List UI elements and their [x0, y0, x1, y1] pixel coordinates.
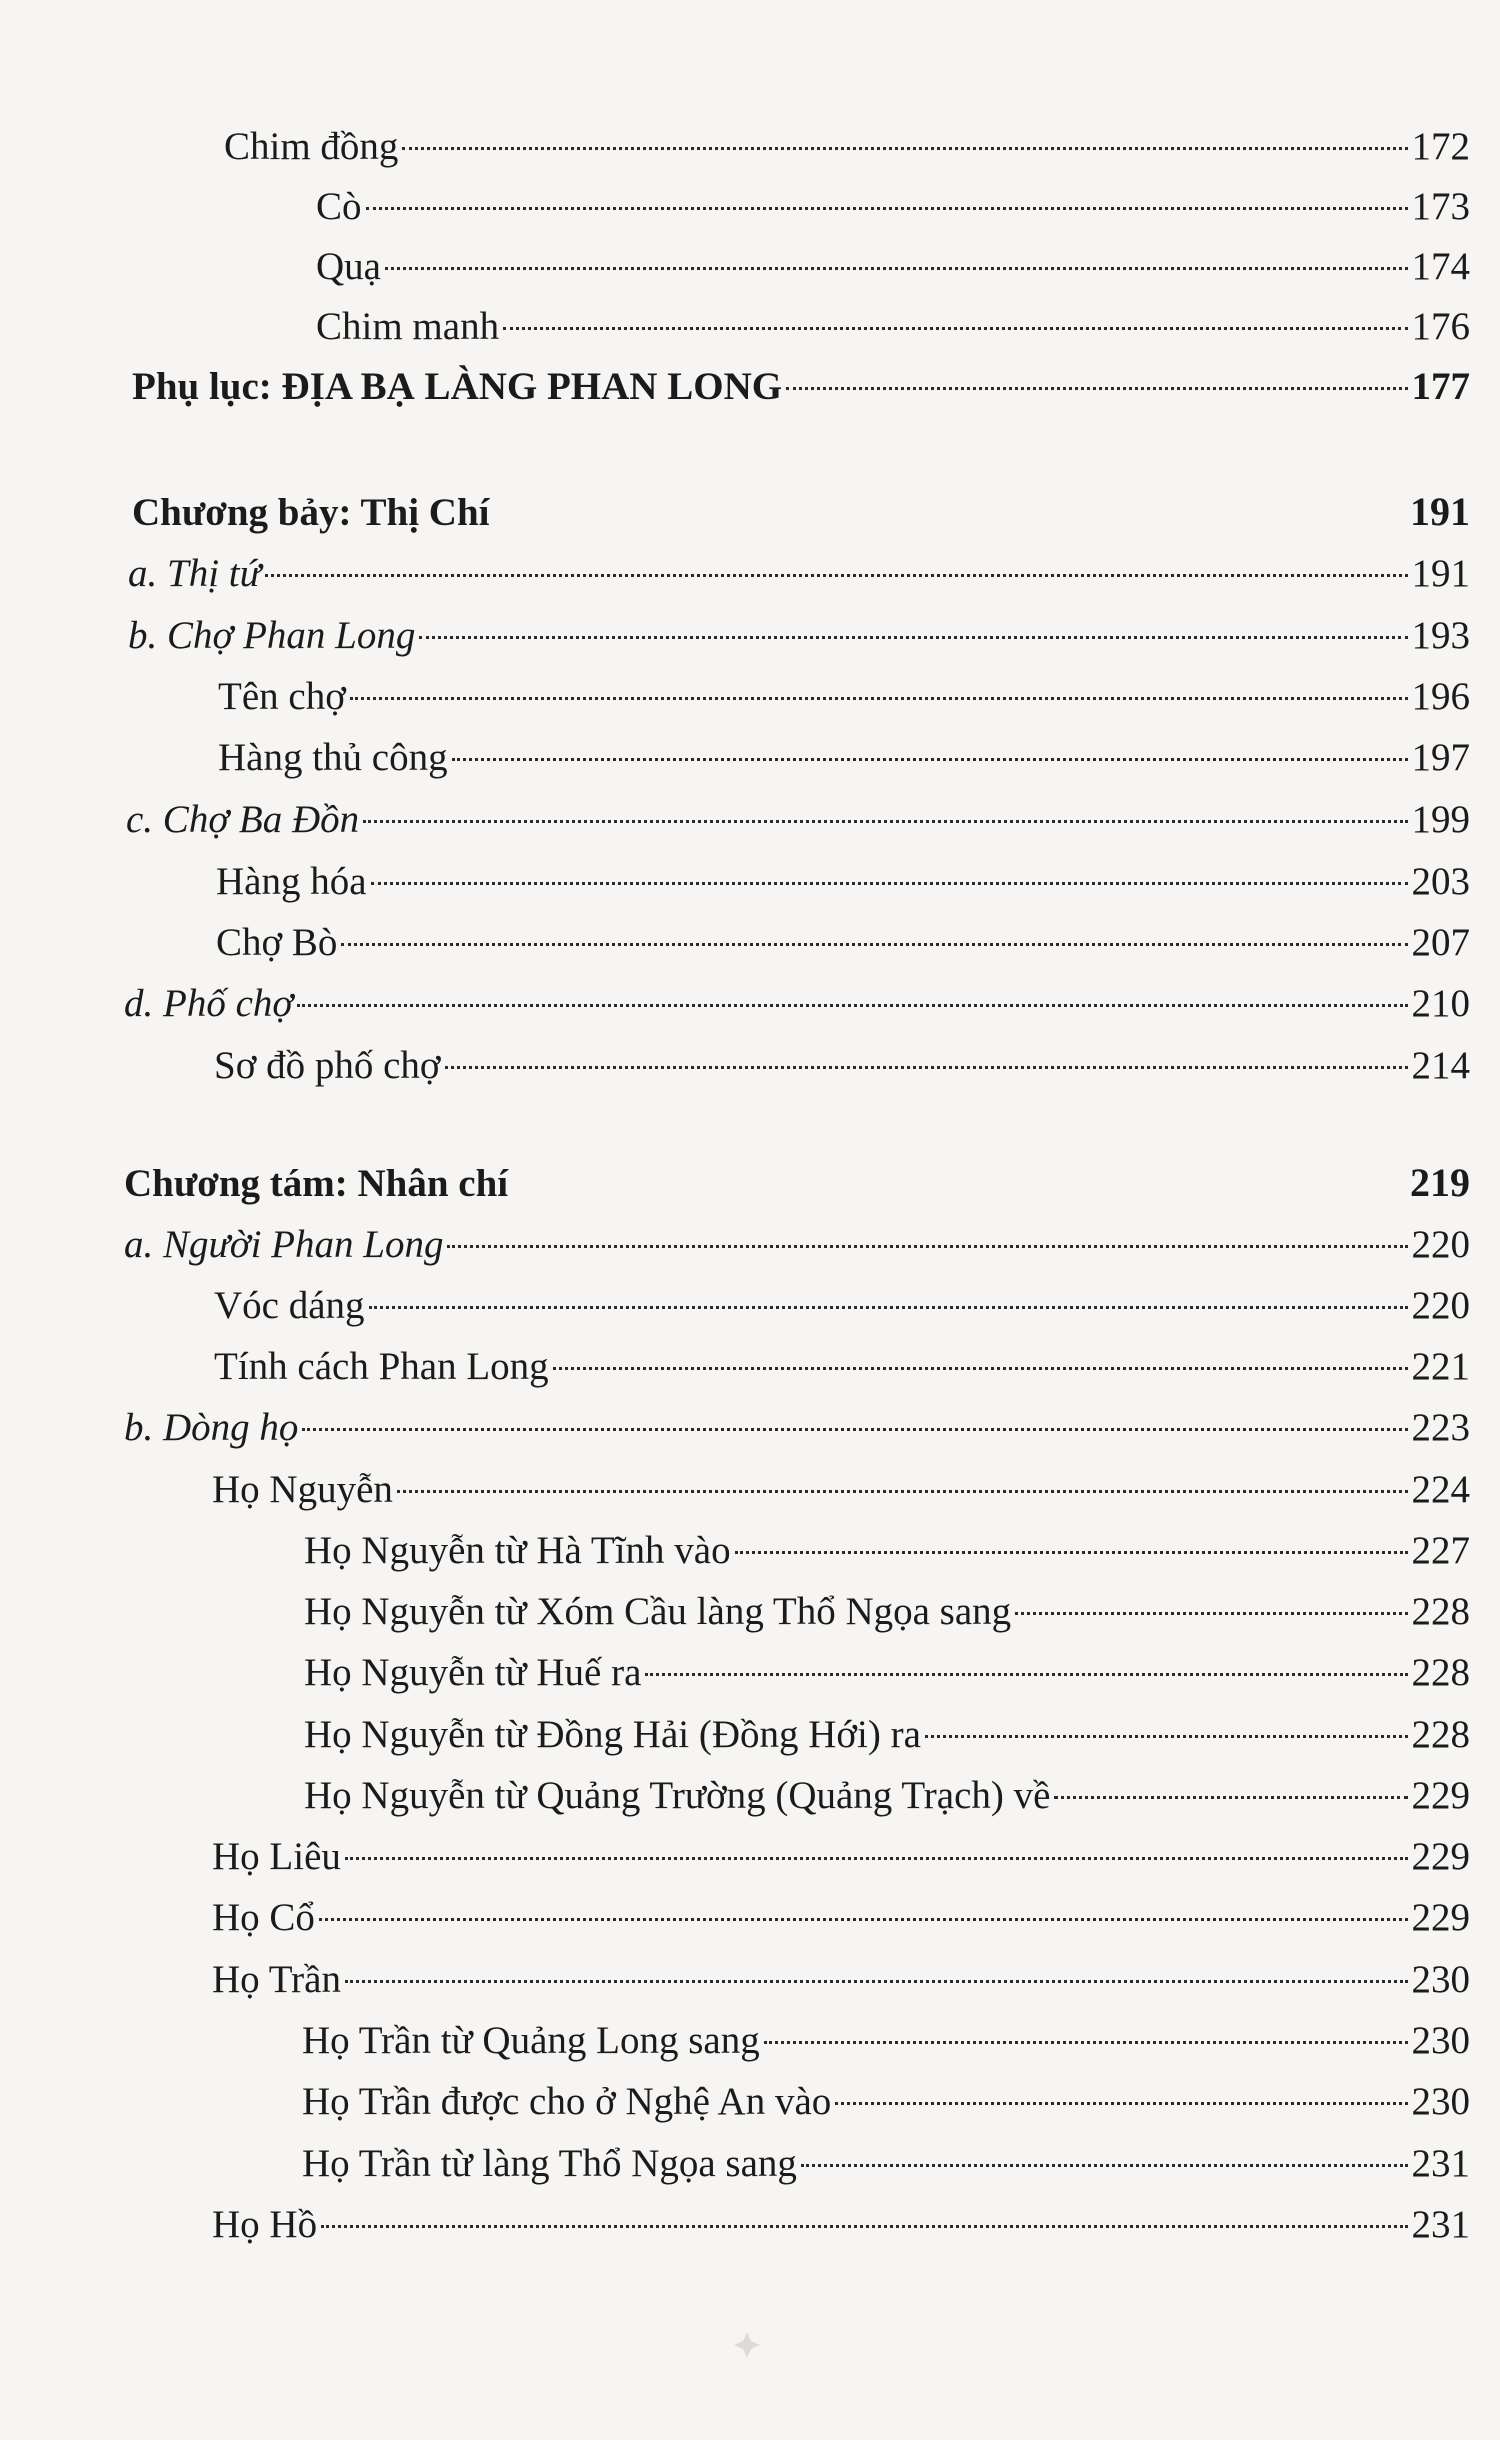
dot-leader	[363, 820, 1407, 823]
toc-subentry	[304, 1526, 1470, 1576]
dot-leader	[345, 1980, 1408, 1983]
toc-entry-page: 228	[1411, 1713, 1470, 1756]
toc-entry-title: c. Chợ Ba Đồn	[126, 798, 360, 841]
toc-entry-title: d. Phố chợ	[124, 982, 294, 1025]
dot-leader	[321, 2225, 1407, 2228]
dot-leader	[319, 1918, 1408, 1921]
toc-entry-title: Họ Hồ	[212, 2203, 318, 2246]
toc-entry-page: 229	[1411, 1835, 1470, 1878]
toc-entry-title: Chợ Bò	[216, 921, 338, 964]
toc-section	[126, 795, 1470, 845]
toc-entry	[212, 1465, 1470, 1515]
toc-section	[124, 1220, 1470, 1270]
dot-leader	[645, 1673, 1407, 1676]
dot-leader	[1015, 1612, 1407, 1615]
toc-entry-page: 223	[1411, 1406, 1470, 1449]
dot-leader	[445, 1066, 1408, 1069]
toc-entry-page: 177	[1411, 365, 1470, 408]
dot-leader	[345, 1857, 1408, 1860]
dot-leader	[371, 882, 1408, 885]
toc-entry	[218, 672, 1470, 722]
dot-leader	[297, 1004, 1407, 1007]
toc-entry-title: Cò	[316, 185, 362, 228]
toc-entry	[212, 2200, 1470, 2250]
dot-leader	[735, 1551, 1408, 1554]
dot-leader	[801, 2164, 1408, 2167]
dot-leader	[764, 2041, 1408, 2044]
toc-entry-title: b. Chợ Phan Long	[128, 614, 416, 657]
toc-entry-page: 172	[1411, 125, 1470, 168]
dot-leader	[369, 1306, 1408, 1309]
toc-entry-page: 210	[1411, 982, 1470, 1025]
toc-entry	[316, 302, 1470, 352]
toc-entry-title: Chim manh	[316, 305, 500, 348]
toc-entry-title: b. Dòng họ	[124, 1406, 299, 1449]
toc-entry-page: 227	[1411, 1529, 1470, 1572]
toc-entry-title: Họ Trần	[212, 1958, 341, 2001]
toc-section	[124, 979, 1470, 1029]
toc-entry-page: 221	[1411, 1345, 1470, 1388]
toc-entry	[214, 1342, 1470, 1392]
toc-entry-page: 230	[1411, 2080, 1470, 2123]
toc-subentry	[304, 1587, 1470, 1637]
toc-entry-page: 197	[1411, 736, 1470, 779]
toc-entry	[214, 1041, 1470, 1091]
toc-section	[124, 1403, 1470, 1453]
toc-entry-page: 220	[1411, 1223, 1470, 1266]
dot-leader	[385, 267, 1408, 270]
toc-entry	[316, 182, 1470, 232]
toc-subentry	[304, 1771, 1470, 1821]
dot-leader	[503, 327, 1407, 330]
toc-entry-page: 228	[1411, 1590, 1470, 1633]
toc-entry-title: Họ Liêu	[212, 1835, 341, 1878]
dot-leader	[402, 147, 1407, 150]
toc-section	[128, 549, 1470, 599]
toc-entry-page: 231	[1411, 2203, 1470, 2246]
toc-entry-page: 174	[1411, 245, 1470, 288]
dot-leader	[452, 758, 1408, 761]
toc-entry	[216, 857, 1470, 907]
toc-entry-title: Tính cách Phan Long	[214, 1345, 549, 1388]
toc-entry-title: Chương bảy: Thị Chí	[132, 491, 490, 534]
toc-subentry	[302, 2016, 1470, 2066]
toc-entry-page: 219	[1410, 1160, 1470, 1205]
toc-entry-page: 193	[1411, 614, 1470, 657]
dot-leader	[447, 1245, 1407, 1248]
toc-entry-title: Họ Trần từ Quảng Long sang	[302, 2019, 760, 2062]
toc-entry	[212, 1893, 1470, 1943]
toc-entry-title: Vóc dáng	[214, 1284, 365, 1327]
toc-entry-page: 214	[1411, 1044, 1470, 1087]
toc-entry-page: 196	[1411, 675, 1470, 718]
toc-entry-title: Họ Cổ	[212, 1896, 315, 1939]
toc-entry-title: Họ Trần từ làng Thổ Ngọa sang	[302, 2142, 797, 2185]
dot-leader	[397, 1490, 1408, 1493]
toc-entry-title: Quạ	[316, 245, 381, 288]
dot-leader	[302, 1428, 1407, 1431]
toc-entry-title: Họ Nguyễn từ Hà Tĩnh vào	[304, 1529, 731, 1572]
toc-entry-page: 176	[1411, 305, 1470, 348]
toc-entry-title: Họ Nguyễn	[212, 1468, 393, 1511]
toc-entry-title: Họ Trần được cho ở Nghệ An vào	[302, 2080, 832, 2123]
toc-entry	[224, 122, 1470, 172]
toc-entry-page: 191	[1411, 552, 1470, 595]
toc-entry-page: 230	[1411, 2019, 1470, 2062]
toc-entry-page: 224	[1411, 1468, 1470, 1511]
toc-entry-page: 220	[1411, 1284, 1470, 1327]
toc-entry-title: Sơ đồ phố chợ	[214, 1044, 441, 1087]
toc-entry-page: 229	[1411, 1896, 1470, 1939]
dot-leader	[419, 636, 1407, 639]
toc-section	[128, 611, 1470, 661]
toc-entry-title: Hàng hóa	[216, 860, 367, 903]
dot-leader	[265, 574, 1408, 577]
toc-entry-title: Phụ lục: ĐỊA BẠ LÀNG PHAN LONG	[132, 365, 783, 408]
toc-entry-page: 191	[1410, 489, 1470, 534]
toc-entry-title: Họ Nguyễn từ Xóm Cầu làng Thổ Ngọa sang	[304, 1590, 1012, 1633]
toc-entry-title: Chương tám: Nhân chí	[124, 1162, 509, 1205]
dot-leader	[1054, 1796, 1407, 1799]
toc-entry-title: a. Người Phan Long	[124, 1223, 444, 1266]
dot-leader	[786, 387, 1407, 390]
toc-entry-title: Họ Nguyễn từ Huế ra	[304, 1651, 642, 1694]
toc-chapter-heading	[124, 1158, 1470, 1208]
toc-entry-page: 207	[1411, 921, 1470, 964]
dot-leader	[341, 943, 1407, 946]
toc-entry-title: a. Thị tứ	[128, 552, 261, 595]
dot-leader	[835, 2102, 1407, 2105]
toc-subentry	[304, 1648, 1470, 1698]
toc-appendix-heading	[132, 362, 1470, 412]
toc-entry	[212, 1955, 1470, 2005]
toc-entry-title: Tên chợ	[218, 675, 346, 718]
toc-entry-page: 230	[1411, 1958, 1470, 2001]
toc-subentry	[304, 1710, 1470, 1760]
toc-subentry	[302, 2077, 1470, 2127]
toc-entry-page: 229	[1411, 1774, 1470, 1817]
toc-entry	[218, 733, 1470, 783]
toc-entry-page: 203	[1411, 860, 1470, 903]
toc-entry-page: 173	[1411, 185, 1470, 228]
toc-entry	[212, 1832, 1470, 1882]
toc-entry	[216, 918, 1470, 968]
dot-leader	[366, 207, 1408, 210]
toc-chapter-heading	[132, 487, 1470, 537]
toc-entry-title: Họ Nguyễn từ Đồng Hải (Đồng Hới) ra	[304, 1713, 921, 1756]
toc-entry	[214, 1281, 1470, 1331]
toc-subentry	[302, 2139, 1470, 2189]
dot-leader	[350, 697, 1408, 700]
dot-leader	[553, 1367, 1408, 1370]
dot-leader	[925, 1735, 1408, 1738]
toc-entry	[316, 242, 1470, 292]
page-ornament-icon	[732, 2330, 762, 2360]
toc-entry-page: 199	[1411, 798, 1470, 841]
toc-entry-title: Họ Nguyễn từ Quảng Trường (Quảng Trạch) về	[304, 1774, 1051, 1817]
toc-entry-page: 228	[1411, 1651, 1470, 1694]
toc-entry-title: Hàng thủ công	[218, 736, 448, 779]
toc-entry-page: 231	[1411, 2142, 1470, 2185]
toc-entry-title: Chim đồng	[224, 125, 399, 168]
